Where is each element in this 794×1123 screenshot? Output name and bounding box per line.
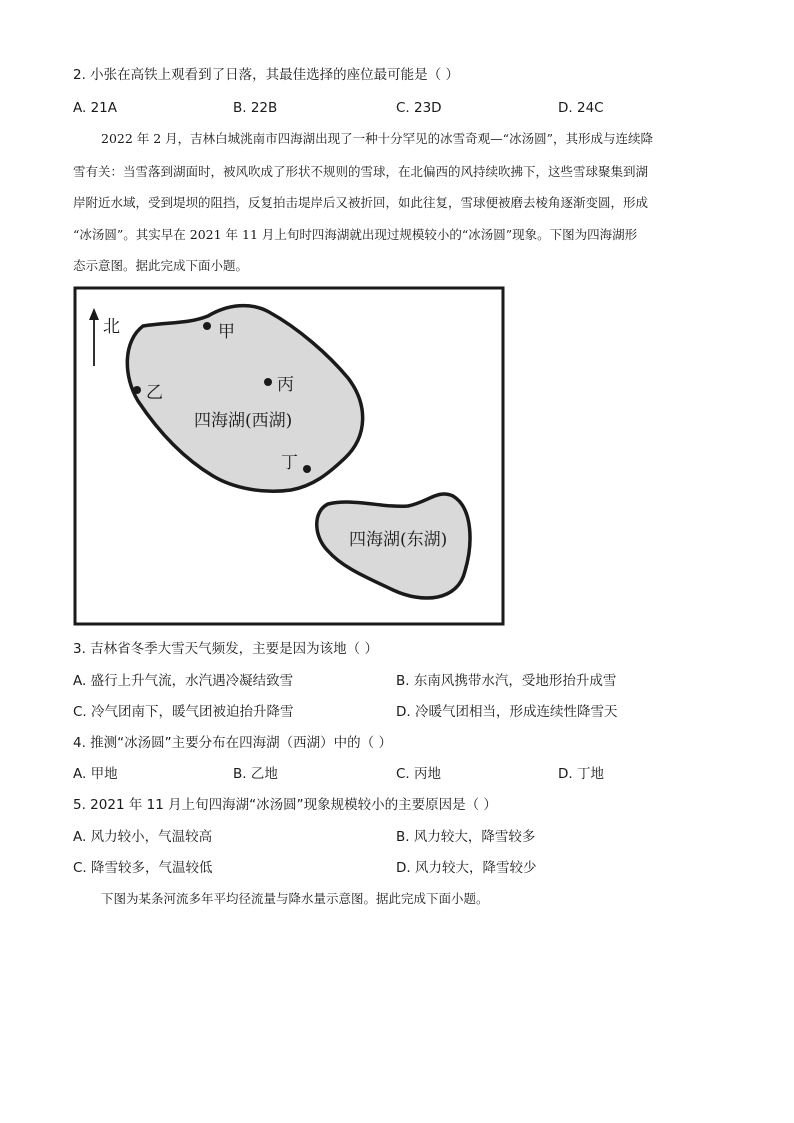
q5-option-d: D. 风力较大，降雪较少 xyxy=(396,860,537,876)
point-yi-label: 乙 xyxy=(146,383,163,403)
east-lake-label: 四海湖(东湖) xyxy=(349,530,448,550)
passage-line-3: 岸附近水域，受到堤坝的阻挡，反复拍击堤岸后又被折回，如此往复，雪球便被磨去棱角逐渐变圆，形成 xyxy=(73,195,649,210)
q2-option-a: A. 21A xyxy=(73,100,117,116)
q3-option-c: C. 冷气团南下，暖气团被迫抬升降雪 xyxy=(73,704,294,720)
q3-option-b: B. 东南风携带水汽，受地形抬升成雪 xyxy=(396,673,617,689)
q3-option-d: D. 冷暖气团相当，形成连续性降雪天 xyxy=(396,704,618,720)
q5-stem: 5. 2021 年 11 月上旬四海湖“冰汤圆”现象规模较小的主要原因是（ ） xyxy=(73,797,497,813)
q4-option-b: B. 乙地 xyxy=(233,766,278,782)
q5-option-b: B. 风力较大，降雪较多 xyxy=(396,829,536,845)
q2-stem: 2. 小张在高铁上观看到了日落，其最佳选择的座位最可能是（ ） xyxy=(73,67,459,83)
q5-option-a: A. 风力较小，气温较高 xyxy=(73,829,213,845)
north-label: 北 xyxy=(103,317,120,337)
q4-option-c: C. 丙地 xyxy=(396,766,442,782)
passage-line-5: 态示意图。据此完成下面小题。 xyxy=(73,258,249,273)
passage-line-2: 雪有关：当雪落到湖面时，被风吹成了形状不规则的雪球，在北偏西的风持续吹拂下，这些雪球聚集到湖 xyxy=(73,164,649,179)
next-figure-intro: 下图为某条河流多年平均径流量与降水量示意图。据此完成下面小题。 xyxy=(101,891,489,906)
point-ding-marker xyxy=(303,465,311,473)
point-bing-marker xyxy=(264,378,272,386)
q2-option-d: D. 24C xyxy=(558,100,604,116)
point-jia-label: 甲 xyxy=(218,322,235,342)
q3-option-a: A. 盛行上升气流，水汽遇冷凝结致雪 xyxy=(73,673,294,689)
point-yi-marker xyxy=(133,386,141,394)
q5-option-c: C. 降雪较多，气温较低 xyxy=(73,860,213,876)
q4-option-d: D. 丁地 xyxy=(558,766,604,782)
point-ding-label: 丁 xyxy=(281,453,298,473)
lake-map-figure xyxy=(73,286,505,626)
q3-stem: 3. 吉林省冬季大雪天气频发，主要是因为该地（ ） xyxy=(73,641,378,657)
point-bing-label: 丙 xyxy=(277,375,294,395)
west-lake-label: 四海湖(西湖) xyxy=(194,411,293,431)
q2-option-b: B. 22B xyxy=(233,100,278,116)
q2-option-c: C. 23D xyxy=(396,100,442,116)
passage-line-4: “冰汤圆”。其实早在 2021 年 11 月上旬时四海湖就出现过规模较小的“冰汤圆”现象。下图为四海湖形 xyxy=(73,227,638,242)
q4-option-a: A. 甲地 xyxy=(73,766,118,782)
passage-line-1: 2022 年 2 月，吉林白城洮南市四海湖出现了一种十分罕见的冰雪奇观—“冰汤圆”，其形成与连续降 xyxy=(101,131,653,146)
lake-map-svg xyxy=(73,286,505,626)
point-jia-marker xyxy=(203,322,211,330)
q4-stem: 4. 推测“冰汤圆”主要分布在四海湖（西湖）中的（ ） xyxy=(73,735,392,751)
